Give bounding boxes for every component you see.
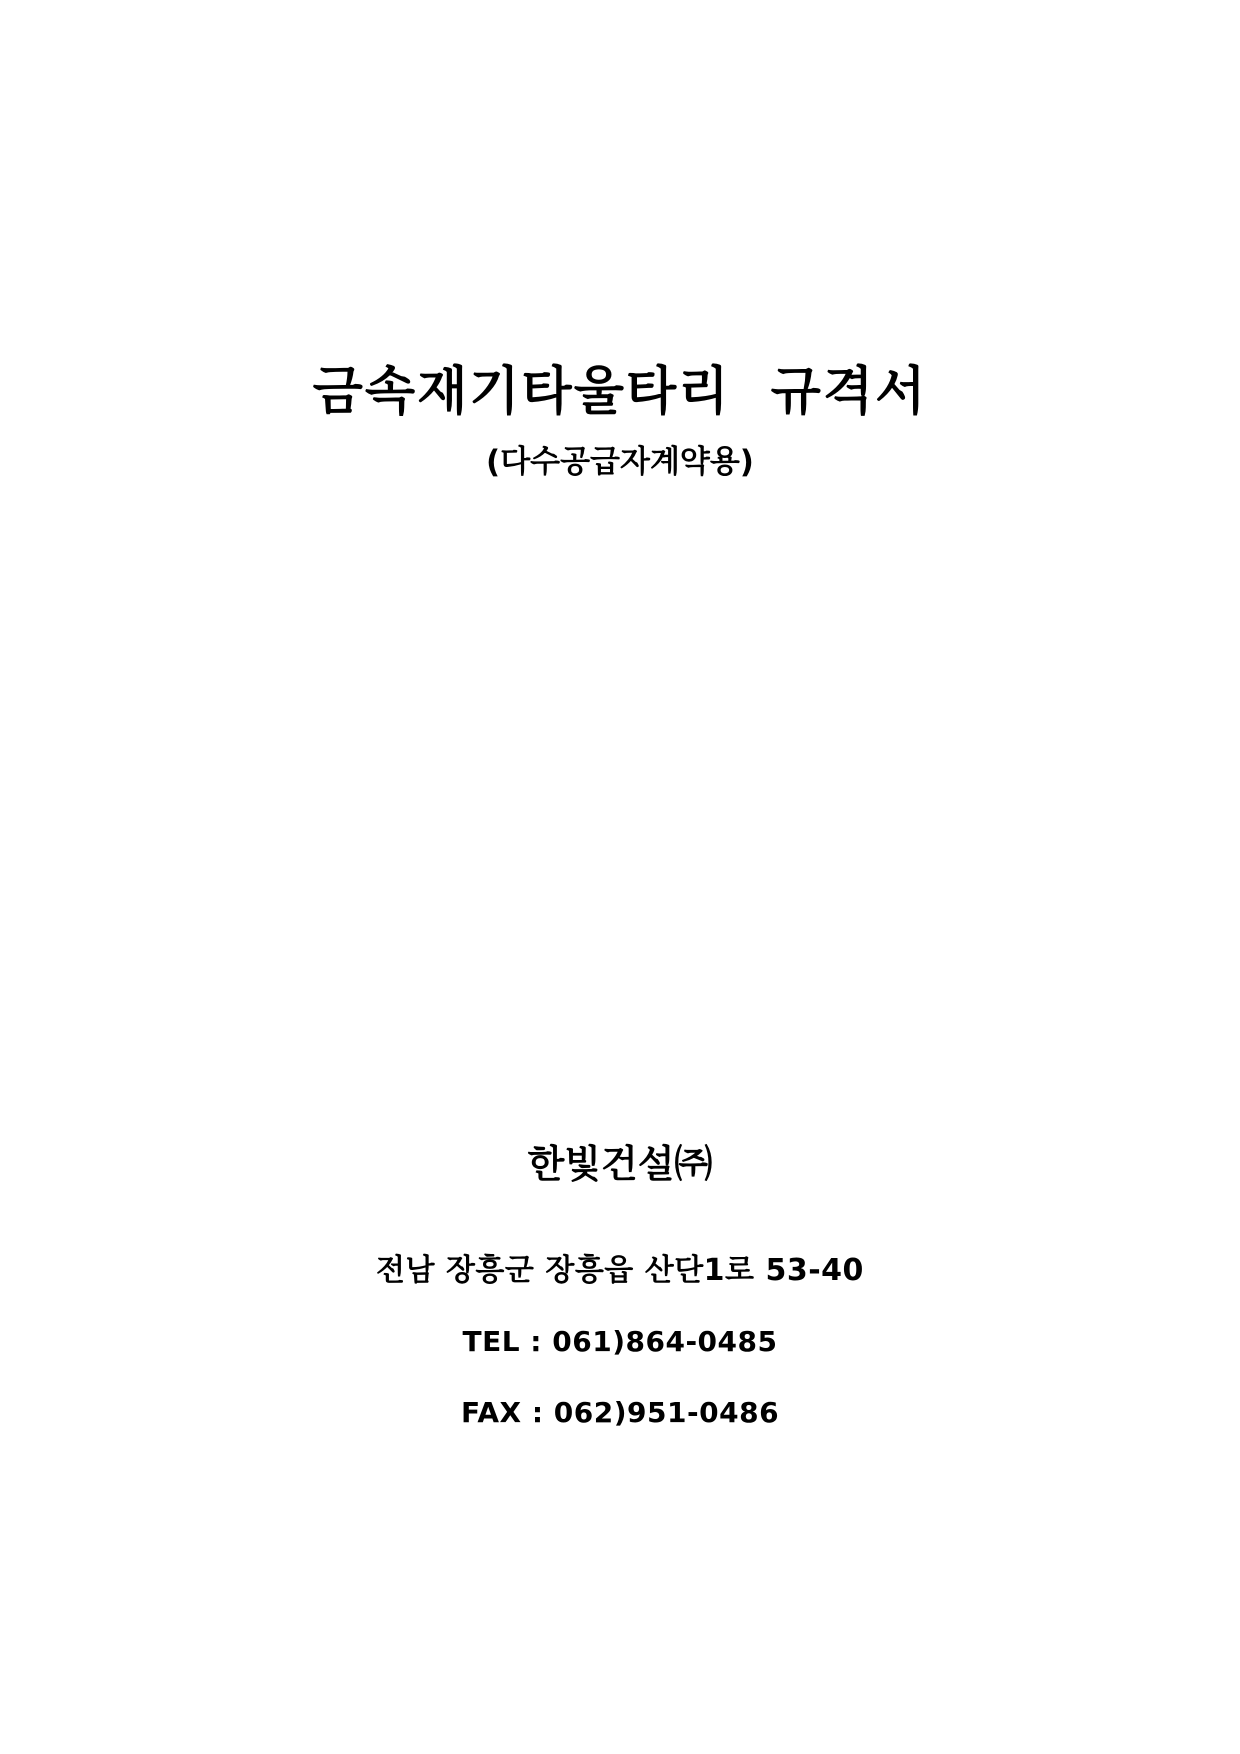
company-address: 전남 장흥군 장흥읍 산단1로 53-40 <box>376 1253 864 1289</box>
title-block <box>0 360 1240 482</box>
page-subtitle: (다수공급자계약용) <box>486 444 754 480</box>
page-title: 금속재기타울타리 규격서 <box>312 362 928 422</box>
company-name: 한빛건설㈜ <box>527 1142 713 1186</box>
company-info-block <box>0 1140 1240 1431</box>
company-fax: FAX : 062)951-0486 <box>460 1395 780 1429</box>
company-telephone: TEL : 061)864-0485 <box>462 1325 778 1359</box>
